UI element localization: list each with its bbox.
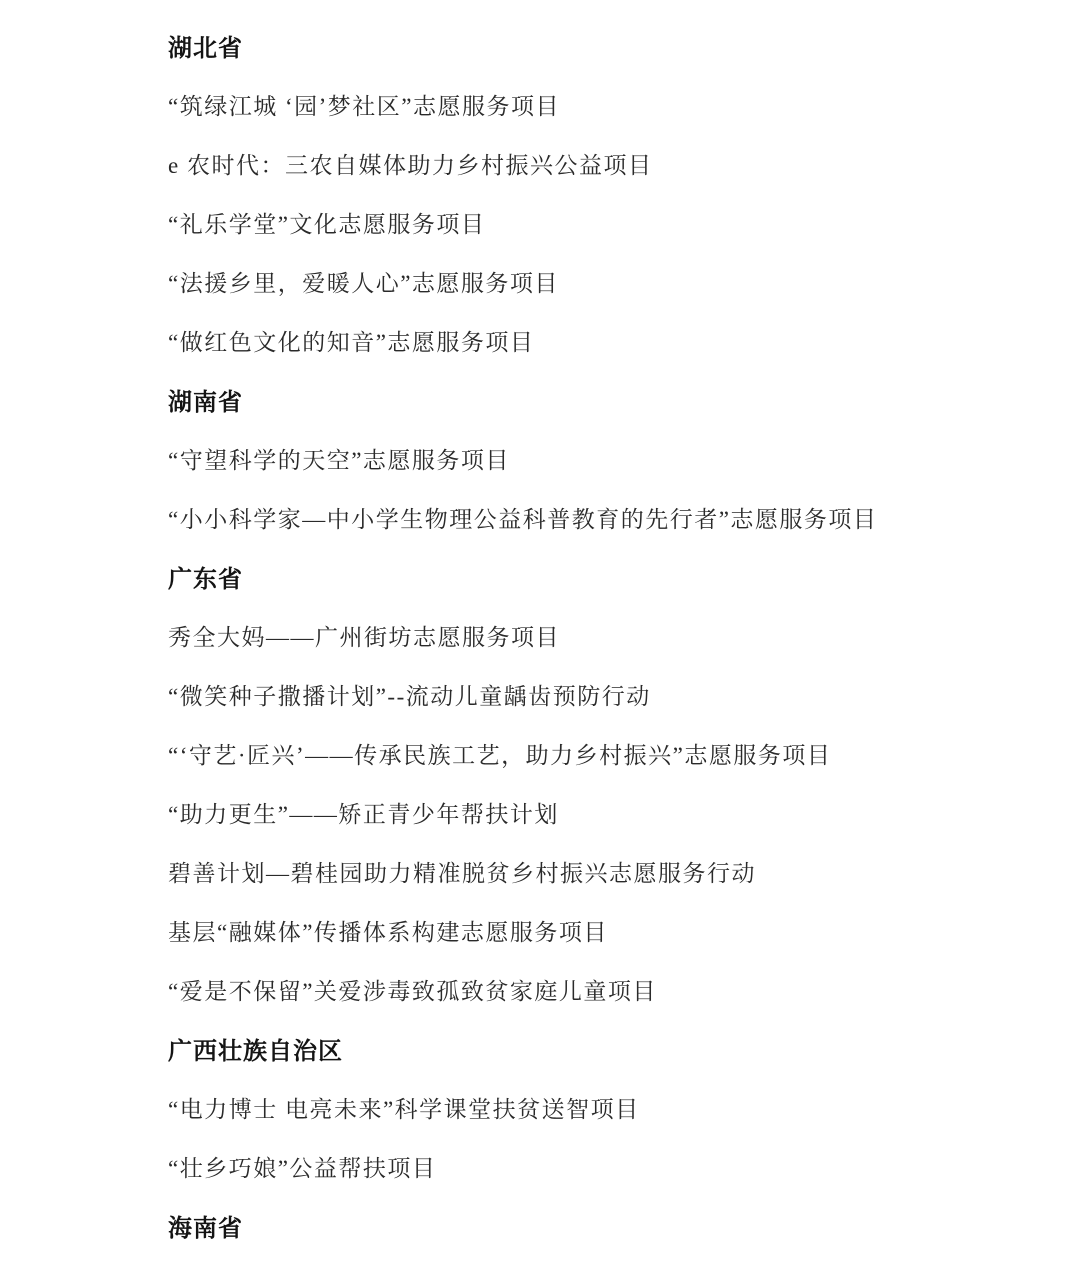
project-item: “筑绿江城 ‘园’梦社区”志愿服务项目	[168, 94, 560, 119]
province-header-hainan: 海南省	[168, 1215, 243, 1242]
project-item: “法援乡里，爱暖人心”志愿服务项目	[168, 271, 559, 296]
project-item: “小小科学家—中小学生物理公益科普教育的先行者”志愿服务项目	[168, 507, 878, 532]
project-item: “微笑种子撒播计划”--流动儿童龋齿预防行动	[168, 684, 651, 709]
province-header-guangxi: 广西壮族自治区	[168, 1038, 343, 1065]
project-item: “爱是不保留”关爱涉毒致孤致贫家庭儿童项目	[168, 979, 657, 1004]
project-item: “礼乐学堂”文化志愿服务项目	[168, 212, 486, 237]
project-item: 秀全大妈——广州街坊志愿服务项目	[168, 625, 560, 650]
project-item: “壮乡巧娘”公益帮扶项目	[168, 1156, 437, 1181]
province-header-guangdong: 广东省	[168, 566, 243, 593]
project-item: “守望科学的天空”志愿服务项目	[168, 448, 510, 473]
project-item: 基层“融媒体”传播体系构建志愿服务项目	[168, 920, 608, 945]
province-header-hunan: 湖南省	[168, 389, 243, 416]
project-item: “助力更生”——矫正青少年帮扶计划	[168, 802, 559, 827]
project-item: 碧善计划—碧桂园助力精准脱贫乡村振兴志愿服务行动	[168, 861, 756, 886]
province-header-hubei: 湖北省	[168, 35, 243, 62]
project-item: “电力博士 电亮未来”科学课堂扶贫送智项目	[168, 1097, 640, 1122]
project-item: “做红色文化的知音”志愿服务项目	[168, 330, 535, 355]
project-item: “‘守艺·匠兴’——传承民族工艺，助力乡村振兴”志愿服务项目	[168, 743, 832, 768]
project-item: e 农时代：三农自媒体助力乡村振兴公益项目	[168, 153, 653, 178]
